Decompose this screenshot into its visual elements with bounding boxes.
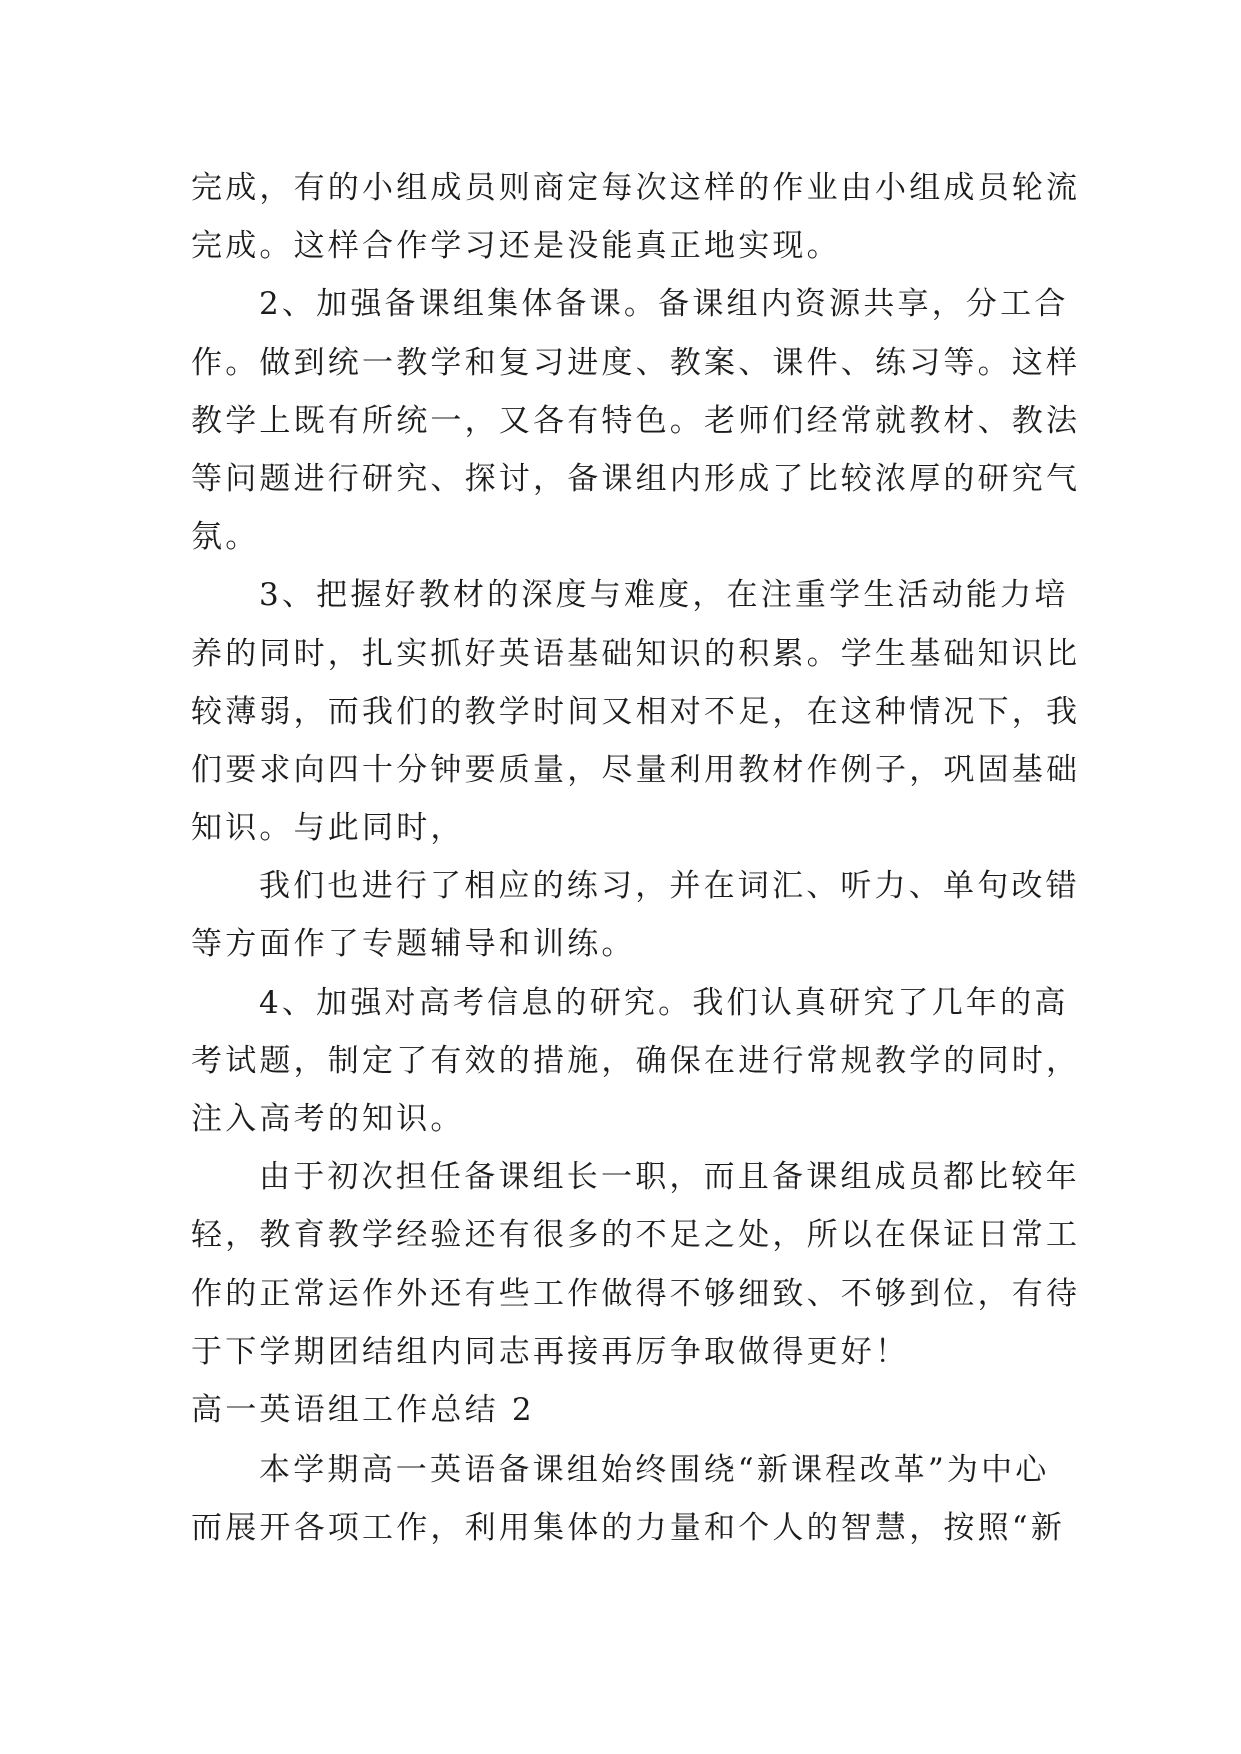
paragraph-line: 3、把握好教材的深度与难度，在注重学生活动能力培 — [259, 577, 1069, 614]
paragraph-line: 完成，有的小组成员则商定每次这样的作业由小组成员轮流 — [191, 170, 1081, 206]
paragraph-line: 养的同时，扎实抓好英语基础知识的积累。学生基础知识比 — [191, 635, 1081, 672]
paragraph-line: 注入高考的知识。 — [191, 1101, 465, 1137]
document-body — [191, 159, 1081, 1557]
paragraph-line: 考试题，制定了有效的措施，确保在进行常规教学的同时， — [191, 1042, 1081, 1079]
section-heading: 高一英语组工作总结 2 — [191, 1391, 535, 1428]
paragraph-line: 轻，教育教学经验还有很多的不足之处，所以在保证日常工 — [191, 1217, 1081, 1254]
paragraph-line: 4、加强对高考信息的研究。我们认真研究了几年的高 — [259, 984, 1069, 1021]
paragraph-line: 于下学期团结组内同志再接再厉争取做得更好！ — [191, 1333, 910, 1370]
paragraph-line: 本学期高一英语备课组始终围绕“新课程改革”为中心 — [259, 1451, 1050, 1488]
paragraph-line: 等问题进行研究、探讨，备课组内形成了比较浓厚的研究气 — [191, 460, 1081, 497]
paragraph-line: 教学上既有所统一，又各有特色。老师们经常就教材、教法 — [191, 402, 1081, 439]
paragraph-line: 知识。与此同时， — [191, 810, 465, 847]
paragraph-line: 我们也进行了相应的练习，并在词汇、听力、单句改错 — [259, 868, 1080, 905]
paragraph-line: 2、加强备课组集体备课。备课组内资源共享，分工合 — [259, 286, 1069, 323]
paragraph-line: 而展开各项工作，利用集体的力量和个人的智慧，按照“新 — [191, 1510, 1066, 1547]
paragraph-line: 作的正常运作外还有些工作做得不够细致、不够到位，有待 — [191, 1275, 1081, 1312]
paragraph-line: 完成。这样合作学习还是没能真正地实现。 — [191, 228, 841, 265]
paragraph-line: 由于初次担任备课组长一职，而且备课组成员都比较年 — [259, 1159, 1080, 1196]
paragraph-line: 作。做到统一教学和复习进度、教案、课件、练习等。这样 — [191, 344, 1081, 381]
paragraph-line: 等方面作了专题辅导和训练。 — [191, 926, 636, 963]
paragraph-line: 们要求向四十分钟要质量，尽量利用教材作例子，巩固基础 — [191, 751, 1081, 788]
paragraph-line: 较薄弱，而我们的教学时间又相对不足，在这种情况下，我 — [191, 693, 1081, 730]
paragraph-line: 氛。 — [191, 519, 260, 556]
